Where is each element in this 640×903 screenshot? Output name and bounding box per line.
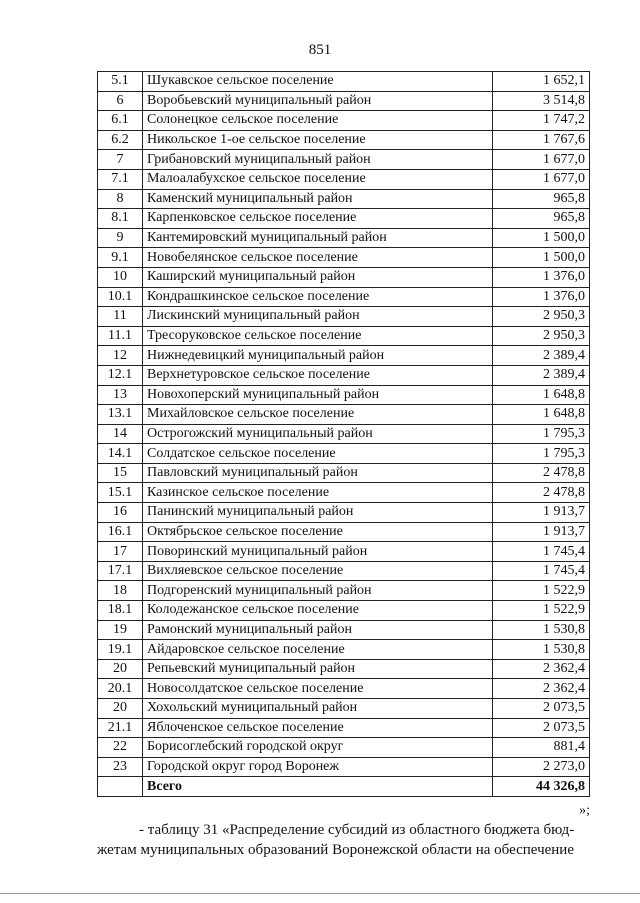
row-number-cell: 7.1 (98, 169, 143, 189)
row-value-cell: 2 073,5 (493, 699, 590, 719)
row-number-cell: 5.1 (98, 72, 143, 92)
row-value-cell: 881,4 (493, 738, 590, 758)
row-name-cell: Шукавское сельское поселение (143, 72, 493, 92)
row-value-cell: 1 652,1 (493, 72, 590, 92)
row-name-cell: Кантемировский муниципальный район (143, 228, 493, 248)
row-name-cell: Лискинский муниципальный район (143, 307, 493, 327)
row-name-cell: Октябрьское сельское поселение (143, 522, 493, 542)
table-row (98, 699, 590, 719)
row-value-cell: 2 950,3 (493, 307, 590, 327)
row-name-cell: Новохоперский муниципальный район (143, 385, 493, 405)
row-name-cell: Вихляевское сельское поселение (143, 561, 493, 581)
row-name-cell: Колодежанское сельское поселение (143, 601, 493, 621)
row-number-cell: 15 (98, 463, 143, 483)
row-value-cell: 965,8 (493, 209, 590, 229)
row-name-cell: Айдаровское сельское поселение (143, 640, 493, 660)
table-row (98, 601, 590, 621)
row-name-cell: Карпенковское сельское поселение (143, 209, 493, 229)
table-row (98, 346, 590, 366)
row-name-cell: Репьевский муниципальный район (143, 659, 493, 679)
row-number-cell: 19 (98, 620, 143, 640)
table-row (98, 581, 590, 601)
row-value-cell: 2 950,3 (493, 326, 590, 346)
row-number-cell: 17.1 (98, 561, 143, 581)
row-value-cell: 1 376,0 (493, 267, 590, 287)
row-name-cell: Яблоченское сельское поселение (143, 718, 493, 738)
row-number-cell: 17 (98, 542, 143, 562)
row-name-cell: Кондрашкинское сельское поселение (143, 287, 493, 307)
row-name-cell: Верхнетуровское сельское поселение (143, 365, 493, 385)
table-row (98, 209, 590, 229)
row-name-cell: Острогожский муниципальный район (143, 424, 493, 444)
table-row (98, 150, 590, 170)
table-row (98, 503, 590, 523)
row-value-cell: 1 648,8 (493, 405, 590, 425)
row-number-cell: 10.1 (98, 287, 143, 307)
row-name-cell: Тресоруковское сельское поселение (143, 326, 493, 346)
total-number-cell (98, 777, 143, 797)
row-value-cell: 3 514,8 (493, 91, 590, 111)
row-number-cell: 15.1 (98, 483, 143, 503)
row-name-cell: Солдатское сельское поселение (143, 444, 493, 464)
row-number-cell: 8 (98, 189, 143, 209)
table-row (98, 757, 590, 777)
row-value-cell: 1 795,3 (493, 444, 590, 464)
row-name-cell: Панинский муниципальный район (143, 503, 493, 523)
row-number-cell: 8.1 (98, 209, 143, 229)
row-name-cell: Нижнедевицкий муниципальный район (143, 346, 493, 366)
row-value-cell: 1 913,7 (493, 522, 590, 542)
row-name-cell: Поворинский муниципальный район (143, 542, 493, 562)
row-number-cell: 9.1 (98, 248, 143, 268)
table-row (98, 738, 590, 758)
row-number-cell: 21.1 (98, 718, 143, 738)
row-number-cell: 11.1 (98, 326, 143, 346)
row-name-cell: Рамонский муниципальный район (143, 620, 493, 640)
total-row (98, 777, 590, 797)
row-name-cell: Павловский муниципальный район (143, 463, 493, 483)
row-number-cell: 19.1 (98, 640, 143, 660)
row-number-cell: 20.1 (98, 679, 143, 699)
total-value-cell: 44 326,8 (493, 777, 590, 797)
row-value-cell: 1 500,0 (493, 248, 590, 268)
row-name-cell: Городской округ город Воронеж (143, 757, 493, 777)
row-value-cell: 1 795,3 (493, 424, 590, 444)
row-value-cell: 1 677,0 (493, 169, 590, 189)
row-name-cell: Подгоренский муниципальный район (143, 581, 493, 601)
row-number-cell: 14 (98, 424, 143, 444)
table-row (98, 463, 590, 483)
total-label-cell: Всего (143, 777, 493, 797)
row-name-cell: Грибановский муниципальный район (143, 150, 493, 170)
row-name-cell: Никольское 1-ое сельское поселение (143, 130, 493, 150)
table-row (98, 169, 590, 189)
row-number-cell: 10 (98, 267, 143, 287)
table-row (98, 385, 590, 405)
paragraph-line: - таблицу 31 «Распределение субсидий из областного бюджета бюд- (139, 822, 575, 838)
table-row (98, 248, 590, 268)
row-number-cell: 16.1 (98, 522, 143, 542)
row-number-cell: 12 (98, 346, 143, 366)
row-value-cell: 2 478,8 (493, 463, 590, 483)
row-number-cell: 6.1 (98, 111, 143, 131)
table-row (98, 679, 590, 699)
table-row (98, 267, 590, 287)
row-value-cell: 1 677,0 (493, 150, 590, 170)
table-row (98, 287, 590, 307)
row-name-cell: Казинское сельское поселение (143, 483, 493, 503)
row-name-cell: Хохольский муниципальный район (143, 699, 493, 719)
page-number: 851 (308, 42, 332, 58)
row-number-cell: 18.1 (98, 601, 143, 621)
table-row (98, 483, 590, 503)
row-value-cell: 1 745,4 (493, 561, 590, 581)
row-name-cell: Малоалабухское сельское поселение (143, 169, 493, 189)
table-row (98, 640, 590, 660)
row-name-cell: Каширский муниципальный район (143, 267, 493, 287)
table-row (98, 405, 590, 425)
row-value-cell: 1 530,8 (493, 640, 590, 660)
page-bottom-rule (0, 893, 640, 894)
row-value-cell: 2 389,4 (493, 365, 590, 385)
row-number-cell: 20 (98, 659, 143, 679)
row-name-cell: Солонецкое сельское поселение (143, 111, 493, 131)
paragraph-line: жетам муниципальных образований Воронежской области на обеспечение (97, 842, 574, 858)
row-number-cell: 20 (98, 699, 143, 719)
row-value-cell: 965,8 (493, 189, 590, 209)
table-row (98, 522, 590, 542)
row-number-cell: 6.2 (98, 130, 143, 150)
row-value-cell: 1 913,7 (493, 503, 590, 523)
row-value-cell: 2 073,5 (493, 718, 590, 738)
table-row (98, 620, 590, 640)
row-value-cell: 1 522,9 (493, 581, 590, 601)
table-row (98, 542, 590, 562)
row-value-cell: 1 522,9 (493, 601, 590, 621)
table-row (98, 365, 590, 385)
closing-quote-mark: »; (579, 803, 590, 818)
table-row (98, 307, 590, 327)
row-value-cell: 2 389,4 (493, 346, 590, 366)
subsidy-table (97, 71, 590, 797)
row-number-cell: 9 (98, 228, 143, 248)
row-number-cell: 16 (98, 503, 143, 523)
table-row (98, 326, 590, 346)
row-value-cell: 1 648,8 (493, 385, 590, 405)
row-name-cell: Воробьевский муниципальный район (143, 91, 493, 111)
table-row (98, 189, 590, 209)
table-row (98, 72, 590, 92)
row-number-cell: 23 (98, 757, 143, 777)
table-row (98, 228, 590, 248)
row-number-cell: 12.1 (98, 365, 143, 385)
table-row (98, 444, 590, 464)
table-row (98, 718, 590, 738)
row-name-cell: Каменский муниципальный район (143, 189, 493, 209)
row-value-cell: 1 376,0 (493, 287, 590, 307)
row-value-cell: 2 273,0 (493, 757, 590, 777)
row-number-cell: 6 (98, 91, 143, 111)
table-row (98, 130, 590, 150)
row-value-cell: 2 362,4 (493, 679, 590, 699)
row-name-cell: Новобелянское сельское поселение (143, 248, 493, 268)
row-name-cell: Новосолдатское сельское поселение (143, 679, 493, 699)
table-row (98, 91, 590, 111)
row-number-cell: 11 (98, 307, 143, 327)
row-name-cell: Михайловское сельское поселение (143, 405, 493, 425)
table-row (98, 561, 590, 581)
table-body (98, 72, 590, 797)
row-number-cell: 13.1 (98, 405, 143, 425)
row-number-cell: 14.1 (98, 444, 143, 464)
row-value-cell: 1 500,0 (493, 228, 590, 248)
row-value-cell: 1 745,4 (493, 542, 590, 562)
row-number-cell: 18 (98, 581, 143, 601)
row-value-cell: 1 747,2 (493, 111, 590, 131)
table-row (98, 659, 590, 679)
row-value-cell: 2 362,4 (493, 659, 590, 679)
row-value-cell: 1 530,8 (493, 620, 590, 640)
row-number-cell: 7 (98, 150, 143, 170)
row-value-cell: 1 767,6 (493, 130, 590, 150)
row-number-cell: 13 (98, 385, 143, 405)
row-name-cell: Борисоглебский городской округ (143, 738, 493, 758)
row-value-cell: 2 478,8 (493, 483, 590, 503)
table-row (98, 424, 590, 444)
table-row (98, 111, 590, 131)
row-number-cell: 22 (98, 738, 143, 758)
continuation-paragraph (97, 820, 590, 860)
